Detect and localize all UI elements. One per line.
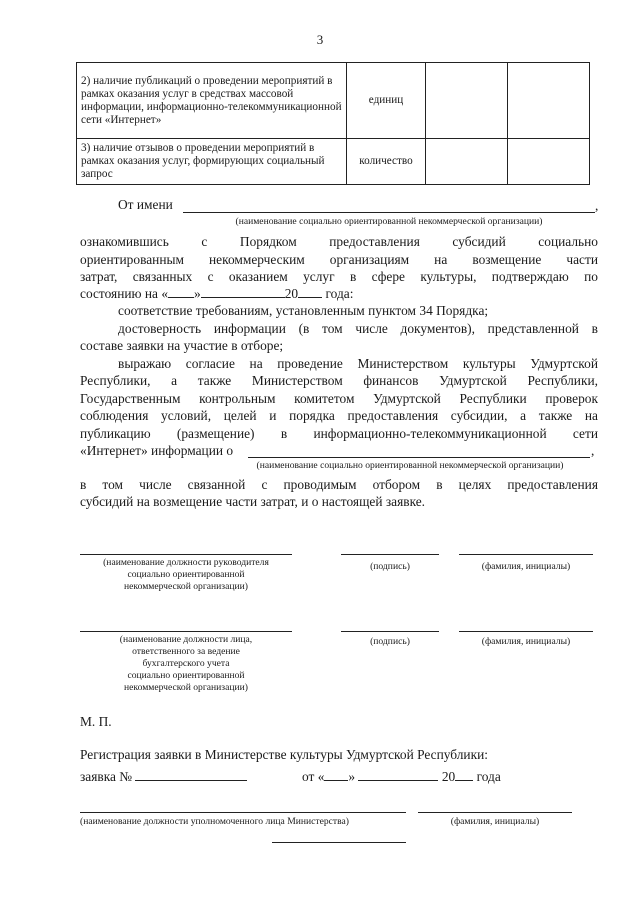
paragraph-line: Республики, а также Министерством финансов Удмуртской Республики, bbox=[80, 373, 598, 388]
day-field[interactable] bbox=[324, 768, 348, 781]
signature-line[interactable] bbox=[272, 842, 406, 843]
criterion-text: 3) наличие отзывов о проведении мероприятий в рамках оказания услуг, формирующих социальный запрос bbox=[77, 139, 347, 185]
criterion-unit: количество bbox=[347, 139, 426, 185]
table-row bbox=[77, 63, 590, 139]
paragraph-line: соответствие требованиям, установленным пунктом 34 Порядка; bbox=[118, 303, 489, 318]
fio-line[interactable] bbox=[418, 812, 572, 813]
value-cell bbox=[508, 139, 590, 185]
paragraph-line: ознакомившись с Порядком предоставления субсидий социально bbox=[80, 234, 598, 249]
from-name-label: От имени bbox=[118, 197, 173, 212]
signature-line[interactable] bbox=[341, 554, 439, 555]
stamp-place: М. П. bbox=[80, 714, 112, 729]
accountant-position-line[interactable] bbox=[80, 631, 292, 632]
value-cell bbox=[426, 139, 508, 185]
comma: , bbox=[595, 198, 599, 213]
fio-note: (фамилия, инициалы) bbox=[450, 816, 540, 827]
paragraph-line: составе заявки на участие в отборе; bbox=[80, 338, 284, 353]
day-field[interactable] bbox=[168, 285, 194, 298]
paragraph-line: ориентированным некоммерческим организациям на возмещение части bbox=[80, 252, 598, 267]
application-no-line: заявка № bbox=[80, 768, 247, 785]
ministry-position-line[interactable] bbox=[80, 812, 406, 813]
org-name-line[interactable] bbox=[248, 457, 590, 458]
head-position-line[interactable] bbox=[80, 554, 292, 555]
paragraph-line: достоверность информации (в том числе документов), представленной в bbox=[118, 321, 598, 336]
paragraph-line: в том числе связанной с проводимым отбором в целях предоставления bbox=[80, 477, 598, 492]
paragraph-line: субсидий на возмещение части затрат, и о настоящей заявке. bbox=[80, 494, 426, 509]
criterion-text: 2) наличие публикаций о проведении мероприятий в рамках оказания услуг в средствах массовой информации, информационно-телекоммуникационной сети «Интернет» bbox=[77, 63, 347, 139]
month-field[interactable] bbox=[201, 285, 285, 298]
paragraph-line: «Интернет» информации о bbox=[80, 443, 234, 458]
paragraph-line: соблюдения условий, целей и порядка предоставления субсидии, а также на bbox=[80, 408, 598, 423]
signature-line[interactable] bbox=[341, 631, 439, 632]
org-name-line[interactable] bbox=[183, 212, 595, 213]
page-number: 3 bbox=[316, 32, 324, 47]
paragraph-line: выражаю согласие на проведение Министерством культуры Удмуртской bbox=[118, 356, 598, 371]
paragraph-line: затрат, связанных с оказанием услуг в сфере культуры, подтверждаю по bbox=[80, 269, 598, 284]
ministry-position-note: (наименование должности уполномоченного лица Министерства) bbox=[80, 816, 349, 827]
criteria-table bbox=[76, 62, 590, 185]
year-field[interactable] bbox=[455, 768, 473, 781]
org-name-note: (наименование социально ориентированной некоммерческой организации) bbox=[256, 460, 564, 471]
org-name-note: (наименование социально ориентированной некоммерческой организации) bbox=[235, 216, 543, 227]
registration-title: Регистрация заявки в Министерстве культуры Удмуртской Республики: bbox=[80, 747, 488, 762]
fio-note: (фамилия, инициалы) bbox=[481, 561, 571, 572]
month-field[interactable] bbox=[358, 768, 438, 781]
fio-line[interactable] bbox=[459, 554, 593, 555]
registration-date-line: от « » 20 года bbox=[302, 769, 501, 784]
value-cell bbox=[508, 63, 590, 139]
fio-note: (фамилия, инициалы) bbox=[481, 636, 571, 647]
paragraph-line: Государственным контрольным комитетом Удмуртской Республики проверок bbox=[80, 391, 598, 406]
value-cell bbox=[426, 63, 508, 139]
comma: , bbox=[591, 443, 595, 458]
paragraph-line: публикацию (размещение) в информационно-телекоммуникационной сети bbox=[80, 426, 598, 441]
date-line: состоянию на « » 20 года: bbox=[80, 286, 354, 301]
table-row bbox=[77, 139, 590, 185]
signature-note: (подпись) bbox=[370, 636, 410, 647]
signature-note: (подпись) bbox=[370, 561, 410, 572]
criterion-unit: единиц bbox=[347, 63, 426, 139]
year-field[interactable] bbox=[298, 285, 322, 298]
head-position-note: (наименование должности руководителя социально ориентированной некоммерческой организации) bbox=[103, 557, 269, 592]
accountant-position-note: (наименование должности лица, ответственного за ведение бухгалтерского учета социально ориентированной некоммерческой организации) bbox=[119, 634, 253, 693]
fio-line[interactable] bbox=[459, 631, 593, 632]
application-number-field[interactable] bbox=[135, 768, 247, 781]
